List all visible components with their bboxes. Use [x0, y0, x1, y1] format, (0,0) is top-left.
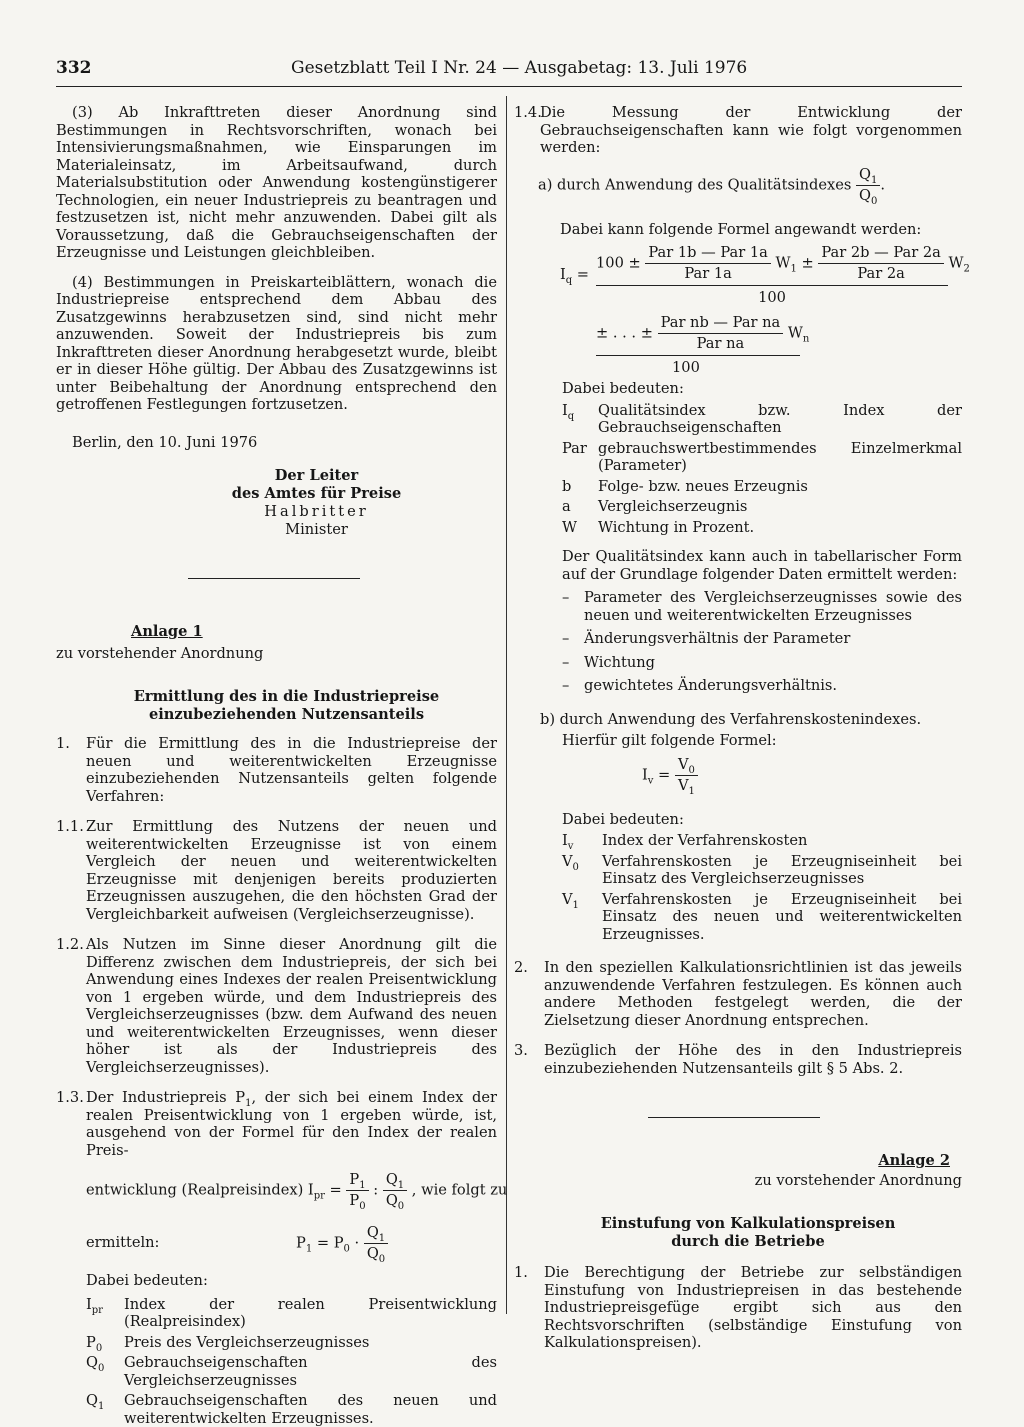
running-head: Gesetzblatt Teil I Nr. 24 — Ausgabetag: 13. Juli 1976 — [291, 60, 747, 78]
list-item: 3. Bezüglich der Höhe des in den Industriepreis einzubeziehenden Nutzensanteils gilt § 5 Abs. 2. — [514, 1042, 962, 1077]
fraction: $\frac{Q_1}{Q_0}$ — [383, 1171, 407, 1210]
definition-symbol: b — [562, 478, 598, 496]
definition-row — [562, 519, 962, 537]
definition-symbol: $I_q$ — [562, 402, 598, 437]
definition-row — [562, 440, 962, 475]
definition-text: gebrauchswertbestimmendes Einzelmerkmal (Parameter) — [598, 440, 962, 475]
definition-text: Vergleichserzeugnis — [598, 498, 962, 516]
dabei-bedeuten: Dabei bedeuten: — [86, 1272, 497, 1290]
section-2-title-line-1: Einstufung von Kalkulationspreisen — [534, 1215, 962, 1233]
quality-index-formula: $I_q$ = 100 ± $\frac{\text{Par 1b — Par 1a}}{\text{Par 1a}}$ $W_1$ ± $\frac{\text{Par 2b — Par 2a}}{\text{Par 2a}}$ $W_2$ 100 ± . . . ± $\frac{\text{Par nb — Par na}}{\text{Par na}}$ $W_n$ 100 — [560, 244, 962, 380]
fraction: $\frac{P_1}{P_0}$ — [346, 1171, 368, 1210]
definition-row — [562, 478, 962, 496]
paragraph-4: (4) Bestimmungen in Preiskarteiblättern, wonach die Industriepreise entsprechend dem Abbau des Zusatzgewinns herabzusetzen sind, sind nicht mehr anzuwenden. Soweit der Industriepreis bis zum Inkrafttreten dieser Anordnung herabgesetzt wurde, bleibt er in dieser Höhe gültig. Der Abbau des Zusatzgewinns ist unter Beibehaltung der Anordnung entsprechend den getroffenen Festlegungen fortzusetzen. — [56, 274, 497, 414]
formula-intro-b: Hierfür gilt folgende Formel: — [562, 732, 962, 750]
anlage-1-subtitle: zu vorstehender Anordnung — [56, 645, 497, 663]
definition-text: Gebrauchseigenschaften des neuen und weiterentwickelten Erzeugnisses. — [124, 1392, 497, 1427]
list-item: 1.2. Als Nutzen im Sinne dieser Anordnung gilt die Differenz zwischen dem Industriepreis, der sich bei Anwendung eines Indexes der realen Preisentwicklung von 1 ergeben würde, und dem Industriepreis des Vergleichserzeugnisses (bzw. dem Aufwand des neuen und weiterentwickelten Erzeugnisses, wenn dieser höher ist als der Industriepreis des Vergleichserzeugnisses). — [56, 936, 497, 1076]
bullet-text: Wichtung — [584, 654, 962, 672]
fraction: $\frac{Q_1}{Q_0}$ — [364, 1224, 388, 1263]
definition-row — [562, 853, 962, 888]
bullet-text: Parameter des Vergleichserzeugnisses sowie des neuen und weiterentwickelten Erzeugnisses — [584, 589, 962, 624]
definition-text: Verfahrenskosten je Erzeugniseinheit bei Einsatz des Vergleichserzeugnisses — [602, 853, 962, 888]
signature-block — [136, 467, 497, 538]
bullet-item — [562, 589, 962, 624]
section-2-title — [534, 1215, 962, 1250]
definition-row — [86, 1296, 497, 1331]
list-item: 1. Für die Ermittlung des in die Industriepreise der neuen und weiterentwickelten Erzeugnisse einzubeziehenden Nutzensanteils gelten folgende Verfahren: — [56, 735, 497, 805]
definitions-list — [562, 402, 962, 537]
signature-name: Halbritter — [136, 503, 497, 521]
formula-intro: Dabei kann folgende Formel angewandt werden: — [560, 221, 962, 239]
definition-text: Qualitätsindex bzw. Index der Gebrauchseigenschaften — [598, 402, 962, 437]
bullet-dash: – — [562, 677, 584, 695]
definition-text: Folge- bzw. neues Erzeugnis — [598, 478, 962, 496]
definition-text: Index der realen Preisentwicklung (Realpreisindex) — [124, 1296, 497, 1331]
signature-role: Minister — [136, 521, 497, 539]
definition-row — [562, 891, 962, 944]
definition-symbol: $I_v$ — [562, 832, 602, 850]
bullet-item — [562, 654, 962, 672]
definition-symbol: a — [562, 498, 598, 516]
page-number: 332 — [56, 60, 92, 78]
definition-row — [86, 1392, 497, 1427]
fraction: $\frac{V_0}{V_1}$ — [675, 756, 698, 795]
fraction: $\frac{\text{Par 2b — Par 2a}}{\text{Par 2a}}$ — [818, 244, 943, 283]
left-column — [56, 104, 497, 1427]
fraction: $\frac{\text{Par nb — Par na}}{\text{Par na}}$ — [658, 314, 784, 353]
bullet-dash: – — [562, 630, 584, 648]
list-item: 1. Die Berechtigung der Betriebe zur selbständigen Einstufung von Industriepreisen in das bestehende Industriepreisgefüge ergibt sich aus den Rechtsvorschriften (selbständige Einstufung von Kalkulationspreisen). — [514, 1264, 962, 1352]
section-rule — [648, 1117, 820, 1118]
definition-symbol: W — [562, 519, 598, 537]
definition-text: Index der Verfahrenskosten — [602, 832, 962, 850]
section-title-line-1: Ermittlung des in die Industriepreise — [76, 688, 497, 706]
fraction: $\frac{\text{Par 1b — Par 1a}}{\text{Par 1a}}$ — [645, 244, 770, 283]
definition-symbol: $P_0$ — [86, 1334, 124, 1352]
list-item: 1.3. Der Industriepreis $P_1$, der sich bei einem Index der realen Preisentwicklung von 1 ergeben würde, ist, ausgehend von der Formel für den Index der realen Preis- — [56, 1089, 497, 1159]
fraction: $\frac{Q_1}{Q_0}$ — [856, 166, 880, 205]
anlage-2-label: Anlage 2 — [514, 1152, 950, 1170]
list-item: 2. In den speziellen Kalkulationsrichtlinien ist das jeweils anzuwendende Verfahren festzulegen. Es können auch andere Methoden festgelegt werden, die der Zielsetzung dieser Anordnung entsprechen. — [514, 959, 962, 1029]
price-formula: ermitteln: $P_1 = P_0$ · $\frac{Q_1}{Q_0}$ — [86, 1224, 497, 1262]
realpreisindex-formula: entwicklung (Realpreisindex) $I_{pr}$ = $\frac{P_1}{P_0}$ : $\frac{Q_1}{Q_0}$ , wie folgt zu — [86, 1171, 497, 1210]
definition-row — [86, 1334, 497, 1352]
anlage-2-subtitle: zu vorstehender Anordnung — [514, 1172, 962, 1190]
definition-row — [562, 402, 962, 437]
section-2-title-line-2: durch die Betriebe — [534, 1233, 962, 1251]
bullet-text: Änderungsverhältnis der Parameter — [584, 630, 962, 648]
verfahrenskosten-line: b) durch Anwendung des Verfahrenskostenindexes. — [540, 711, 962, 729]
paragraph-3: (3) Ab Inkrafttreten dieser Anordnung sind Bestimmungen in Rechtsvorschriften, wonach bei Intensivierungsmaßnahmen, wie Einsparungen im Materialeinsatz, im Arbeitsaufwand, durch Materialsubstitution oder Anwendung kostengünstigerer Technologien, ein neuer Industriepreis zu beantragen und festzusetzen ist, nicht mehr anzuwenden. Dabei gilt als Voraussetzung, daß die Gebrauchseigenschaften der Erzeugnisse und Leistungen gleichbleiben. — [56, 104, 497, 262]
definition-symbol: $I_{pr}$ — [86, 1296, 124, 1331]
signature-title-1: Der Leiter — [136, 467, 497, 485]
list-item: 1.4. Die Messung der Entwicklung der Gebrauchseigenschaften kann wie folgt vorgenommen werden: — [514, 104, 962, 157]
definition-symbol: $V_1$ — [562, 891, 602, 944]
definition-symbol: $Q_0$ — [86, 1354, 124, 1389]
definitions-list — [562, 832, 962, 943]
definition-row — [86, 1354, 497, 1389]
anlage-1-label: Anlage 1 — [131, 623, 497, 641]
dabei-bedeuten: Dabei bedeuten: — [562, 380, 962, 398]
definition-symbol: $V_0$ — [562, 853, 602, 888]
definition-symbol: Par — [562, 440, 598, 475]
definition-text: Preis des Vergleichserzeugnisses — [124, 1334, 497, 1352]
section-title — [76, 688, 497, 723]
bullet-item — [562, 677, 962, 695]
dabei-bedeuten: Dabei bedeuten: — [562, 811, 962, 829]
verfahrenskosten-formula: $I_v$ = $\frac{V_0}{V_1}$ — [642, 756, 962, 795]
definition-symbol: $Q_1$ — [86, 1392, 124, 1427]
bullet-list — [562, 589, 962, 695]
definitions-list — [86, 1296, 497, 1427]
quality-index-text: Der Qualitätsindex kann auch in tabellarischer Form auf der Grundlage folgender Daten ermittelt werden: — [562, 548, 962, 583]
quality-index-line: a) durch Anwendung des Qualitätsindexes $\frac{Q_1}{Q_0}$ . — [538, 166, 962, 205]
definition-row — [562, 832, 962, 850]
definition-text: Wichtung in Prozent. — [598, 519, 962, 537]
definition-row — [562, 498, 962, 516]
bullet-dash: – — [562, 589, 584, 624]
bullet-dash: – — [562, 654, 584, 672]
page-header — [56, 60, 962, 87]
section-title-line-2: einzubeziehenden Nutzensanteils — [76, 706, 497, 724]
bullet-text: gewichtetes Änderungsverhältnis. — [584, 677, 962, 695]
section-rule — [188, 578, 360, 579]
bullet-item — [562, 630, 962, 648]
signature-title-2: des Amtes für Preise — [136, 485, 497, 503]
right-column — [514, 104, 962, 1352]
column-divider — [506, 96, 507, 1314]
definition-text: Gebrauchseigenschaften des Vergleichserzeugnisses — [124, 1354, 497, 1389]
list-item: 1.1. Zur Ermittlung des Nutzens der neuen und weiterentwickelten Erzeugnisse ist von einem Vergleich der neuen und weiterentwickelten Erzeugnisse mit denjenigen bereits produzierten Erzeugnissen auszugehen, die den höchsten Grad der Vergleichbarkeit aufweisen (Vergleichserzeugnisse). — [56, 818, 497, 923]
place-date: Berlin, den 10. Juni 1976 — [56, 434, 497, 452]
definition-text: Verfahrenskosten je Erzeugniseinheit bei Einsatz des neuen und weiterentwickelten Erzeugnisses. — [602, 891, 962, 944]
